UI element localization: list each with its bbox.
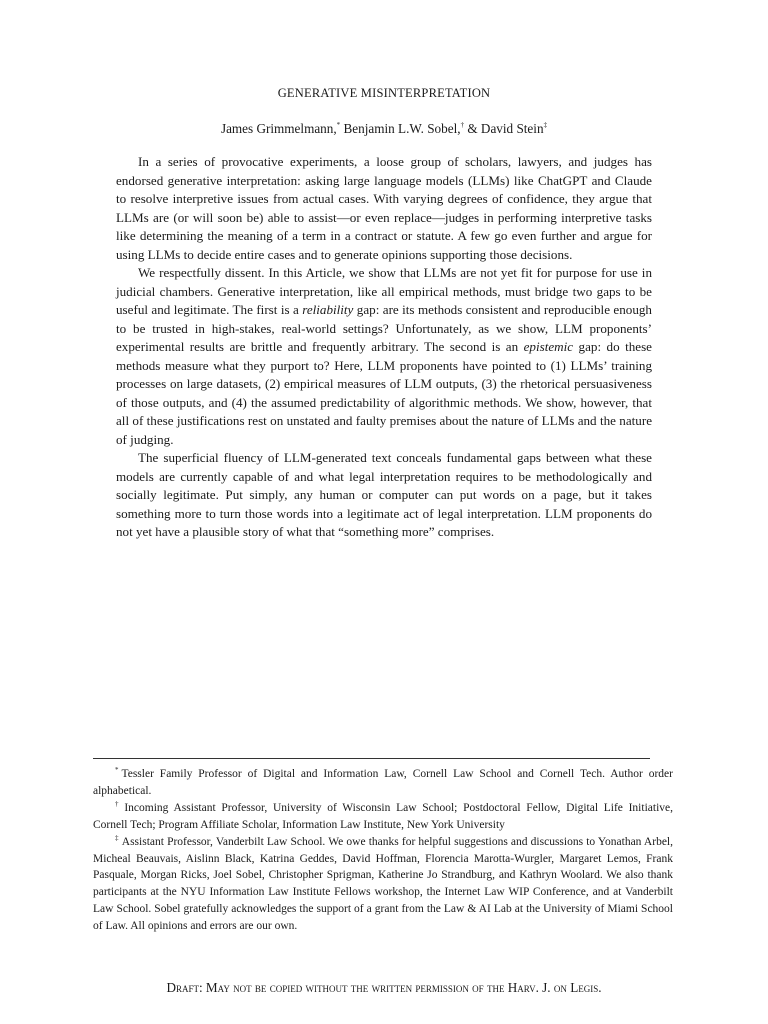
footnote-1-mark: * xyxy=(115,766,119,774)
abstract-paragraph-2 xyxy=(116,264,652,449)
author-sobel: Benjamin L.W. Sobel, xyxy=(340,121,461,136)
abstract xyxy=(116,153,652,542)
emphasis-reliability: reliability xyxy=(302,302,354,317)
footnote-3-text: Assistant Professor, Vanderbilt Law School. We owe thanks for helpful suggestions and discussions to Yonathan Arbel, Micheal Beauvais, Aislinn Black, Katrina Geddes, David Hoffman, Florencia Marotta-Wurgler, Margaret Lemos, Frank Pasquale, Morgan Ricks, Joel Sobel, Christopher Sprigman, Katherine Jo Strandburg, and Kathryn Woolard. We also thank participants at the NYU Information Law Institute Fellows workshop, the Internet Law WIP Conference, and at Vanderbilt Law School. Sobel gratefully acknowledges the support of a grant from the Law & AI Lab at the University of Miami School of Law. All opinions and errors are our own. xyxy=(93,835,673,933)
footnote-3-mark: ‡ xyxy=(115,833,119,842)
footnote-mark-3: ‡ xyxy=(543,121,548,129)
abstract-p2-text-a: We respectfully dissent. In this Article, we show that LLMs are not yet fit for purpose for use in judicial chambers. Generative interpretation, like all empirical methods, must bridge two gaps to be useful and legitimate. The first is a xyxy=(116,265,652,317)
footnote-divider xyxy=(93,758,650,759)
author-line xyxy=(0,121,768,137)
footnote-1 xyxy=(93,766,673,800)
author-stein: & David Stein xyxy=(464,121,544,136)
footnote-mark-2: † xyxy=(460,121,465,129)
abstract-paragraph-1: In a series of provocative experiments, a loose group of scholars, lawyers, and judges has endorsed generative interpretation: asking large language models (LLMs) like ChatGPT and Claude to resolve interpretive issues from actual cases. With varying degrees of confidence, they argue that LLMs are (or will soon be) able to assist—or even replace—judges in performing interpretive tasks like determining the meaning of a term in a contract or statute. A few go even further and argue for using LLMs to decide entire cases and to generate opinions supporting those decisions. xyxy=(116,154,652,262)
footnote-2-text: Incoming Assistant Professor, University of Wisconsin Law School; Postdoctoral Fellow, Digital Life Initiative, Cornell Tech; Program Affiliate Scholar, Information Law Institute, New York University xyxy=(93,801,673,831)
abstract-p2-text-c: gap: do these methods measure what they purport to? Here, LLM proponents have pointed to (1) LLMs’ training processes on large datasets, (2) empirical measures of LLM outputs, (3) the rhetorical persuasiveness of those outputs, and (4) the assumed predictability of algorithmic methods. We show, however, that all of these justifications rest on unstated and faulty premises about the nature of LLMs and the nature of judging. xyxy=(116,339,652,447)
paper-title: GENERATIVE MISINTERPRETATION xyxy=(277,86,491,100)
draft-notice: Draft: May not be copied without the written permission of the Harv. J. on Legis. xyxy=(166,980,602,995)
emphasis-epistemic: epistemic xyxy=(523,339,574,354)
footnote-2 xyxy=(93,800,673,834)
footnote-1-text: Tessler Family Professor of Digital and Information Law, Cornell Law School and Cornell Tech. Author order alphabetical. xyxy=(93,768,673,797)
footnote-3 xyxy=(93,834,673,935)
abstract-paragraph-3: The superficial fluency of LLM-generated text conceals fundamental gaps between what these models are currently capable of and what legal interpretation requires to be methodologically and socially legitimate. Put simply, any human or computer can put words on a page, but it takes something more to turn those words into a legitimate act of legal interpretation. LLM proponents do not yet have a plausible story of what that “something more” comprises. xyxy=(116,450,652,539)
author-grimmelmann: James Grimmelmann, xyxy=(220,121,337,136)
footnote-mark-1: * xyxy=(336,121,341,129)
footnote-2-mark: † xyxy=(115,799,122,808)
abstract-p2-text-b: gap: are its methods consistent and reproducible enough to be trusted in high-stakes, real-world settings? Unfortunately, as we show, LLM proponents’ experimental results are brittle and frequently arbitrary. The second is an xyxy=(116,302,652,354)
footnotes xyxy=(93,766,673,935)
